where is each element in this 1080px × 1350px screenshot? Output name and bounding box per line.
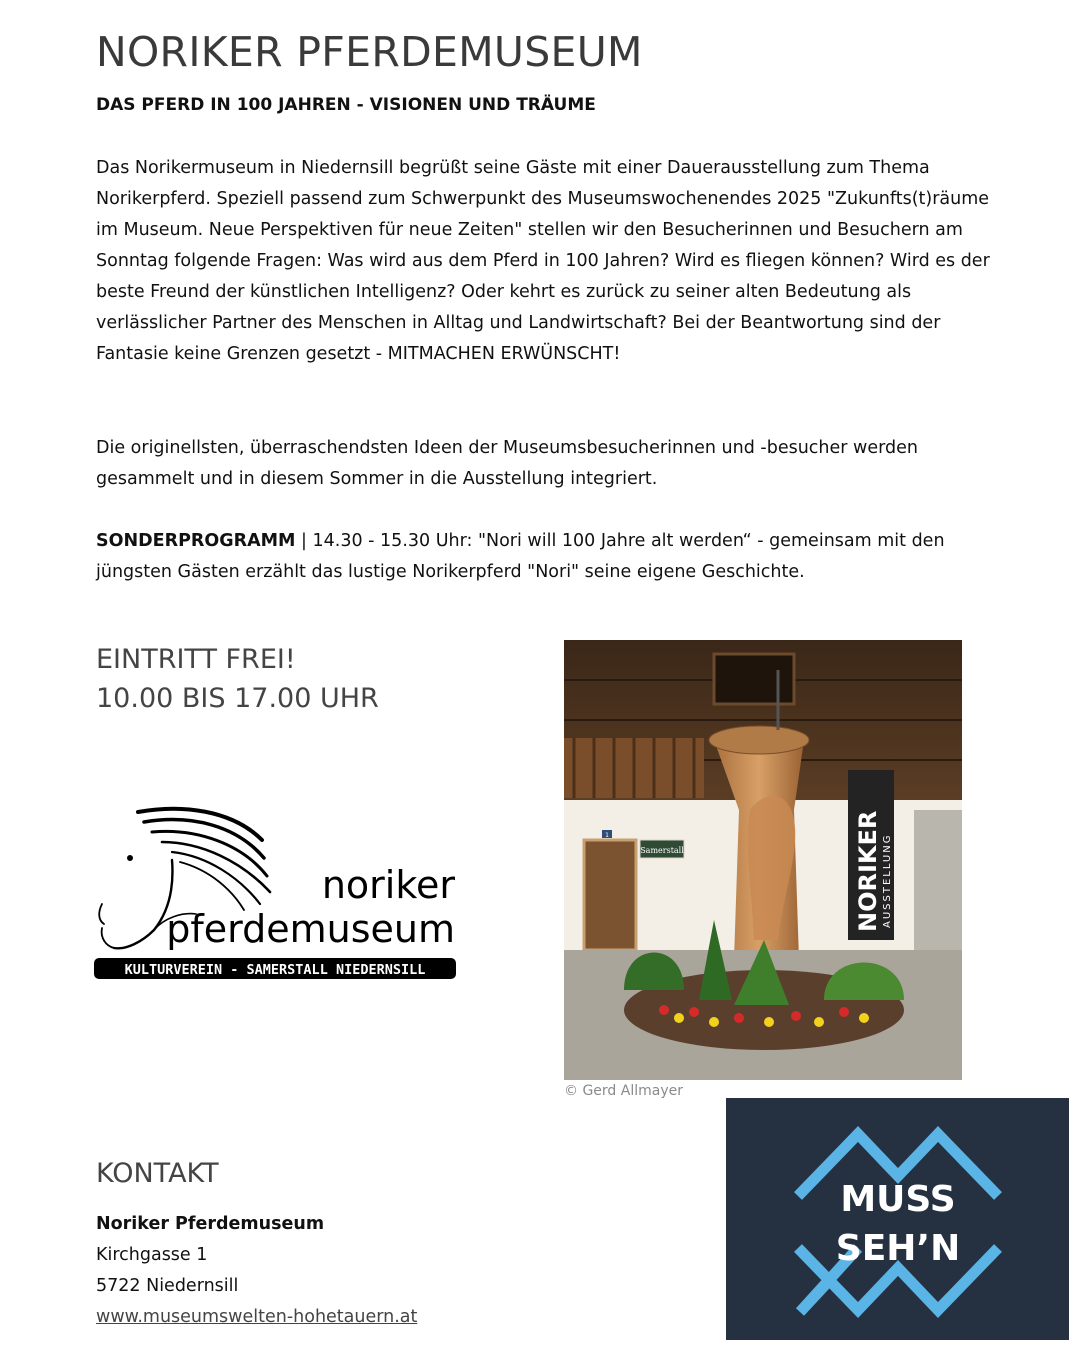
museum-logo <box>92 800 458 985</box>
doorway <box>584 840 636 950</box>
program-text: | 14.30 - 15.30 Uhr: "Nori will 100 Jahre alt werden“ - gemeinsam mit den jüngsten Gästen erzählt das lustige Norikerpferd "Nori" seine eigene Geschichte. <box>96 531 945 582</box>
ideas-paragraph: Die originellsten, überraschendsten Ideen der Museumsbesucherinnen und -besucher werden gesammelt und in diesem Sommer in die Ausstellung integriert. <box>96 438 918 489</box>
entry-info <box>96 640 379 718</box>
page-subtitle: DAS PFERD IN 100 JAHREN - VISIONEN UND TRÄUME <box>96 95 596 115</box>
opening-hours: 10.00 BIS 17.00 UHR <box>96 683 379 714</box>
muss-sehn-badge <box>726 1098 1069 1340</box>
logo-word-noriker: noriker <box>321 863 455 907</box>
logo-banner-text: KULTURVEREIN - SAMERSTALL NIEDERNSILL <box>124 962 426 978</box>
samerstall-sign-text: Samerstall <box>640 846 684 855</box>
website-link[interactable]: www.museumswelten-hohetauern.at <box>96 1307 418 1327</box>
m-shape-icon <box>798 1134 998 1312</box>
page-title: NORIKER PFERDEMUSEUM <box>96 28 643 76</box>
badge-line-2: SEH’N <box>835 1228 961 1269</box>
photo-credit: © Gerd Allmayer <box>564 1083 683 1099</box>
museum-photo <box>564 640 962 1080</box>
contact-street: Kirchgasse 1 <box>96 1245 208 1265</box>
ausstellung-sign-text: AUSSTELLUNG <box>882 833 893 928</box>
badge-line-1: MUSS <box>840 1179 956 1220</box>
program-paragraph <box>96 526 1011 588</box>
contact-name: Noriker Pferdemuseum <box>96 1214 325 1234</box>
free-entry-label: EINTRITT FREI! <box>96 644 296 675</box>
contact-heading: KONTAKT <box>96 1158 219 1189</box>
logo-word-pferdemuseum: pferdemuseum <box>166 907 455 951</box>
contact-block <box>96 1209 417 1333</box>
contact-city: 5722 Niedernsill <box>96 1276 239 1296</box>
intro-paragraph: Das Norikermuseum in Niedernsill begrüßt seine Gäste mit einer Dauerausstellung zum Thema Norikerpferd. Speziell passend zum Schwerpunkt des Museumswochenendes 2025 "Zukunfts(t)räume im Museum. Neue Perspektiven für neue Zeiten" stellen wir den Besucherinnen und Besuchern am Sonntag folgende Fragen: Was wird aus dem Pferd in 100 Jahren? Wird es fliegen können? Wird es der beste Freund der künstlichen Intelligenz? Oder kehrt es zurück zu seiner alten Bedeutung als verlässlicher Partner des Menschen in Alltag und Landwirtschaft? Bei der Beantwortung sind der Fantasie keine Grenzen gesetzt - MITMACHEN ERWÜNSCHT! <box>96 158 990 364</box>
noriker-sign-text: NORIKER <box>854 810 882 932</box>
program-label: SONDERPROGRAMM <box>96 531 296 551</box>
house-number: 1 <box>605 832 609 839</box>
